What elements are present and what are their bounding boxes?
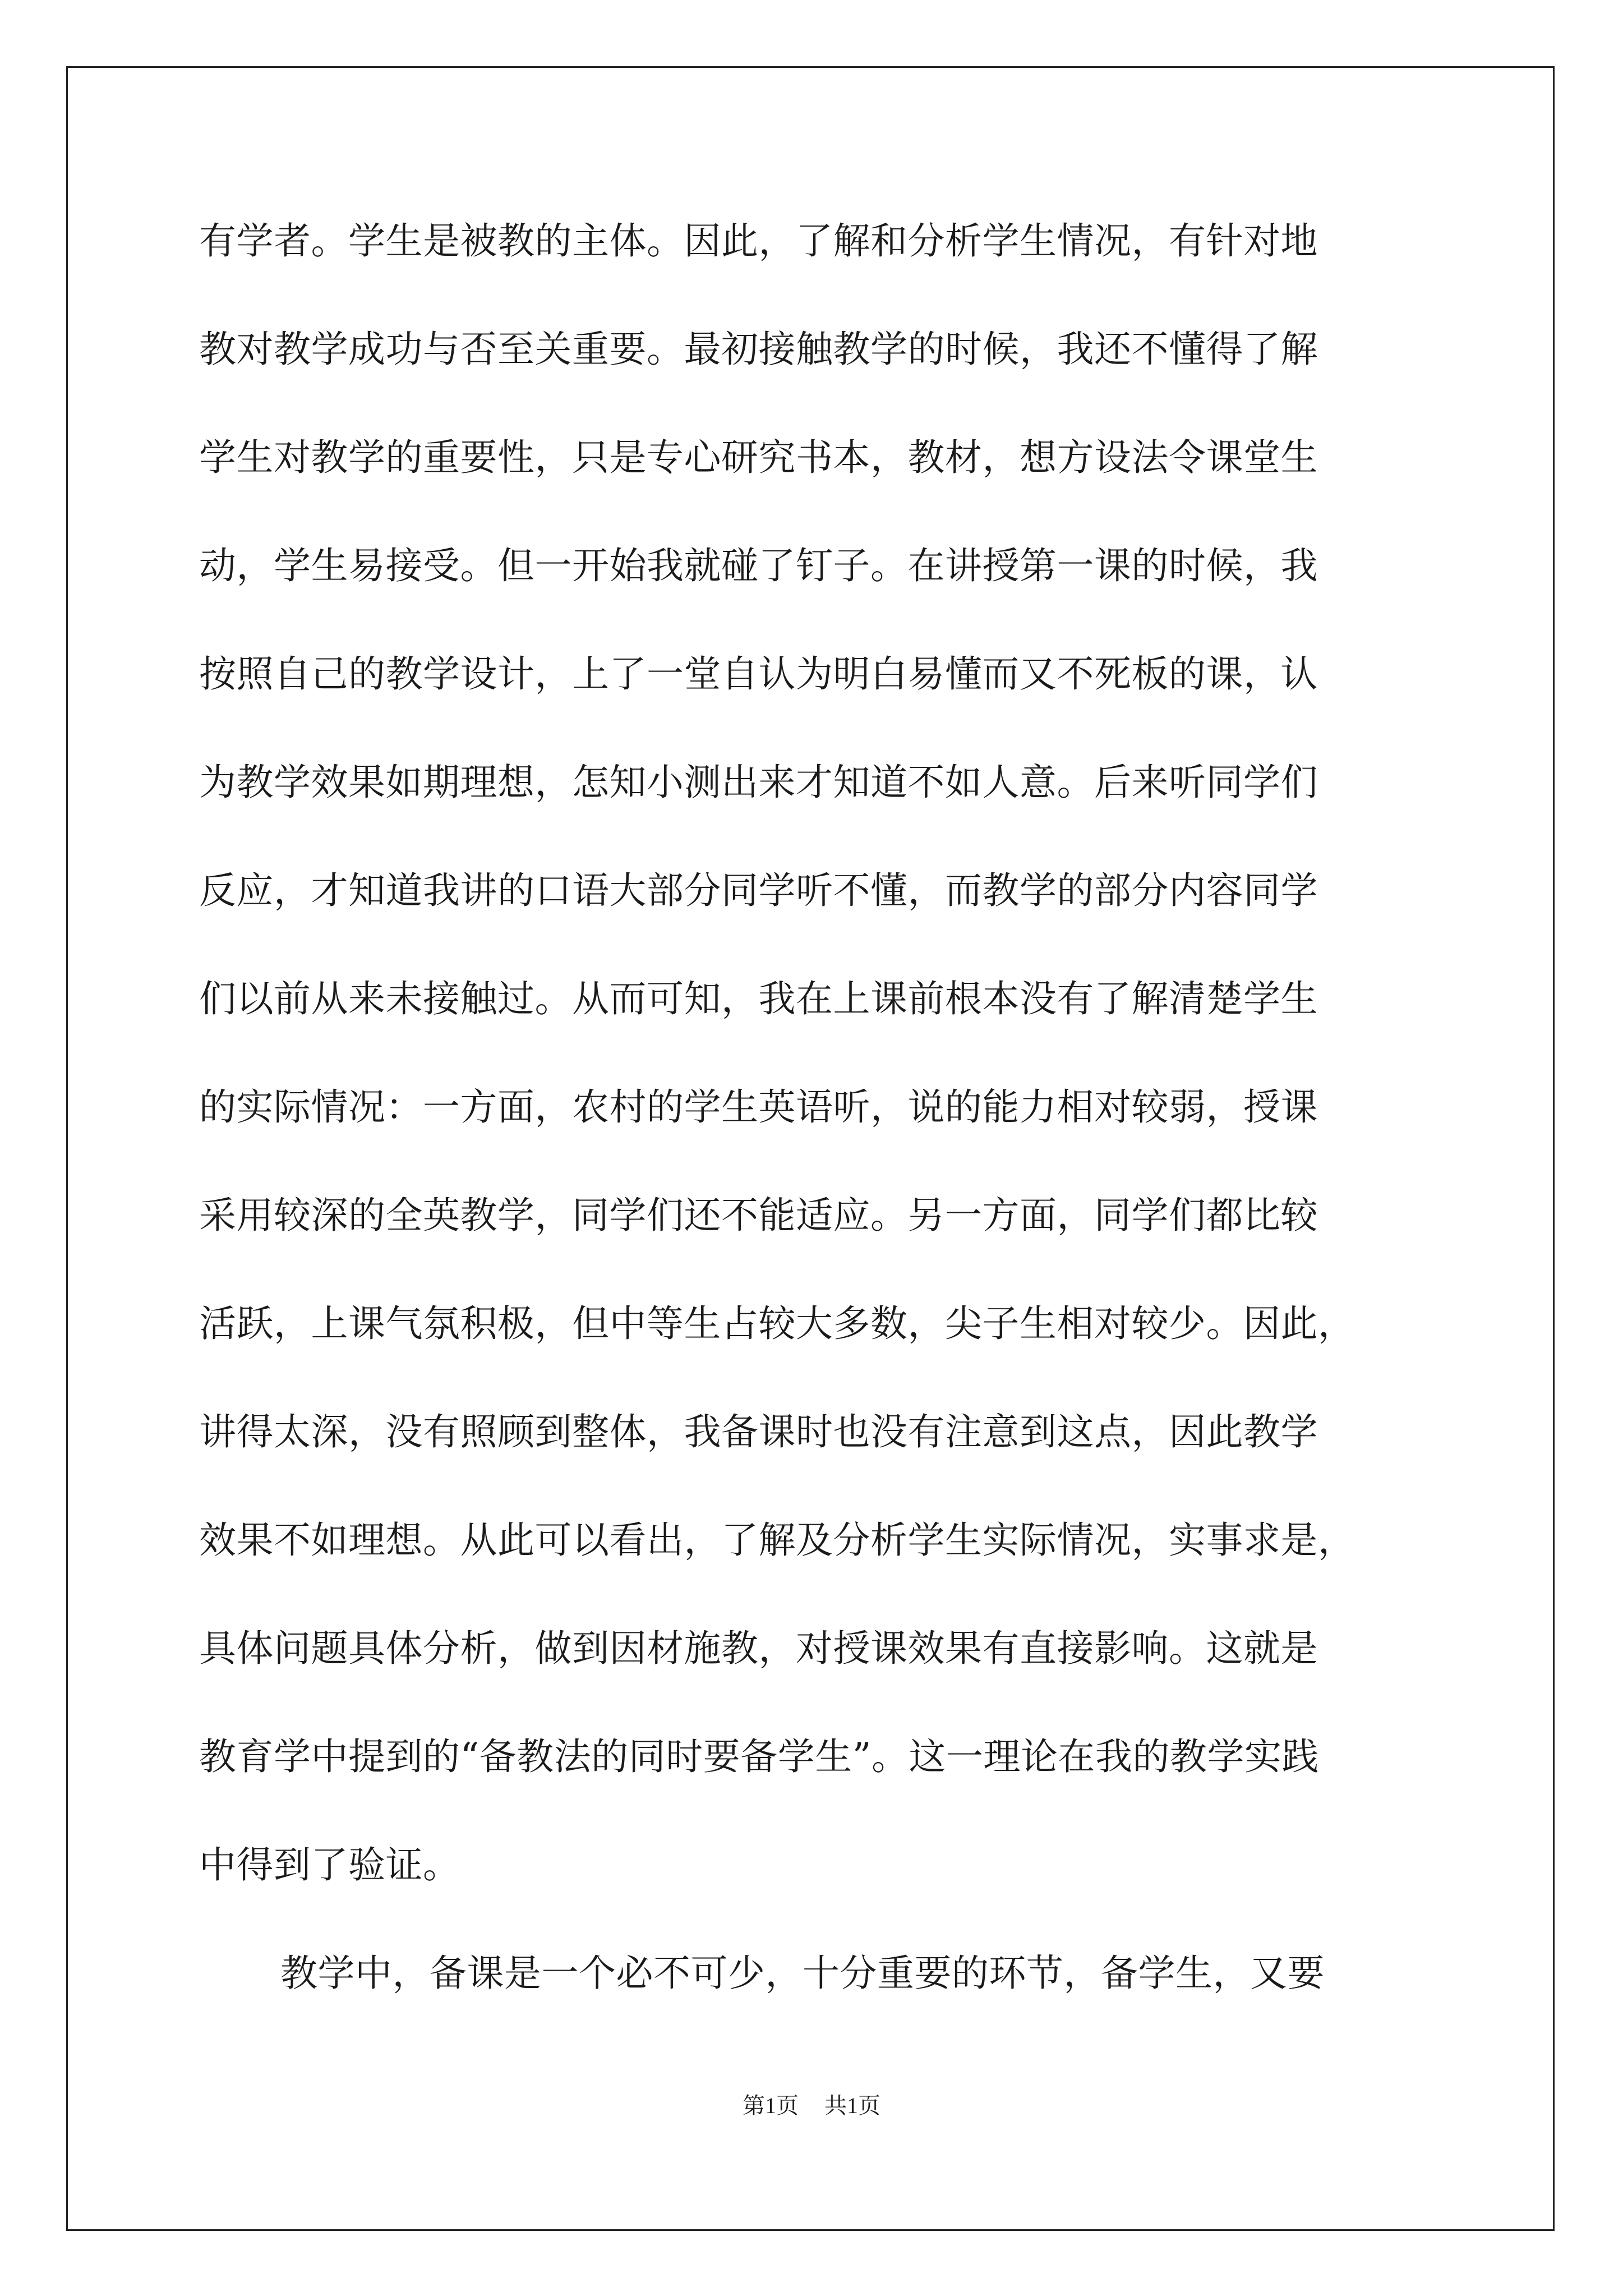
text-line: 活跃，上课气氛积极，但中等生占较大多数，尖子生相对较少。因此， xyxy=(199,1302,1355,1345)
page-number: 第1页 xyxy=(743,2093,799,2118)
document-body xyxy=(199,205,1433,2045)
text-line: 按照自己的教学设计，上了一堂自认为明白易懂而又不死板的课，认 xyxy=(199,652,1318,696)
text-line: 们以前从来未接触过。从而可知，我在上课前根本没有了解清楚学生 xyxy=(199,977,1318,1020)
text-line: 效果不如理想。从此可以看出，了解及分析学生实际情况，实事求是， xyxy=(199,1519,1355,1562)
text-line: 反应，才知道我讲的口语大部分同学听不懂，而教学的部分内容同学 xyxy=(199,869,1318,912)
text-line: 学生对教学的重要性，只是专心研究书本，教材，想方设法令课堂生 xyxy=(199,436,1318,479)
text-line: 中得到了验证。 xyxy=(199,1843,460,1887)
text-line: 动，学生易接受。但一开始我就碰了钉子。在讲授第一课的时候，我 xyxy=(199,544,1318,587)
text-line: 的实际情况：一方面，农村的学生英语听，说的能力相对较弱，授课 xyxy=(199,1085,1318,1129)
text-line: 具体问题具体分析，做到因材施教，对授课效果有直接影响。这就是 xyxy=(199,1627,1318,1670)
text-line: 为教学效果如期理想，怎知小测出来才知道不如人意。后来听同学们 xyxy=(199,761,1318,804)
text-line: 教对教学成功与否至关重要。最初接触教学的时候，我还不懂得了解 xyxy=(199,328,1318,371)
text-line: 采用较深的全英教学，同学们还不能适应。另一方面，同学们都比较 xyxy=(199,1194,1318,1237)
page-count: 共1页 xyxy=(824,2093,880,2118)
page-footer xyxy=(0,2088,1623,2120)
text-line: 讲得太深，没有照顾到整体，我备课时也没有注意到这点，因此教学 xyxy=(199,1410,1318,1453)
text-line: 有学者。学生是被教的主体。因此，了解和分析学生情况，有针对地 xyxy=(199,219,1318,263)
text-line: 教育学中提到的“备教法的同时要备学生”。这一理论在我的教学实践 xyxy=(199,1735,1319,1778)
paragraph-start-line: 教学中，备课是一个必不可少，十分重要的环节，备学生，又要 xyxy=(280,1952,1325,1995)
